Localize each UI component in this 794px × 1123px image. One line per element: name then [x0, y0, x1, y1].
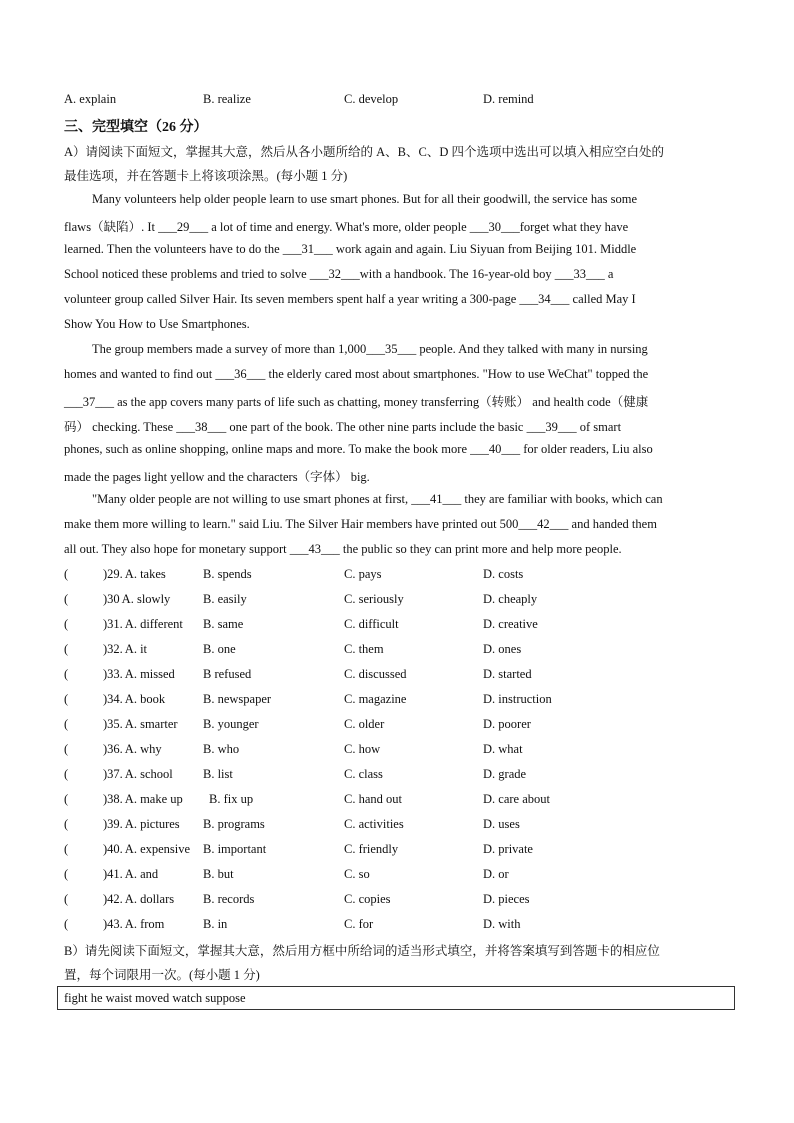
- answer-paren[interactable]: (: [64, 817, 69, 831]
- option-a: A. different: [124, 617, 183, 631]
- option-a: A. smarter: [124, 717, 178, 731]
- option-c: C. copies: [344, 892, 391, 906]
- option-a: A. expensive: [124, 842, 191, 856]
- passage-line: "Many older people are not willing to use smart phones at first, ___41___ they are familiar with books, which can: [92, 492, 663, 506]
- option-a: A. school: [124, 767, 173, 781]
- question-number: )35.: [103, 717, 123, 731]
- option-b: B. but: [203, 867, 234, 881]
- answer-paren[interactable]: (: [64, 842, 69, 856]
- question-number: )39.: [103, 817, 123, 831]
- part-a-instruction-line1: A）请阅读下面短文，掌握其大意，然后从各小题所给的 A、B、C、D 四个选项中选出可以填入相应空白处的: [64, 145, 665, 159]
- option-b: B. newspaper: [203, 692, 272, 706]
- question-row: [0, 742, 794, 758]
- passage-line: The group members made a survey of more than 1,000___35___ people. And they talked with many in nursing: [92, 342, 648, 356]
- prev-options-row: [0, 92, 794, 108]
- option-c: C. them: [344, 642, 384, 656]
- option-b: B. one: [203, 642, 236, 656]
- question-number: )36.: [103, 742, 123, 756]
- answer-paren[interactable]: (: [64, 717, 69, 731]
- option-a: A. why: [124, 742, 162, 756]
- option-d: D. uses: [483, 817, 520, 831]
- answer-paren[interactable]: (: [64, 592, 69, 606]
- option-c: C. how: [344, 742, 381, 756]
- passage-line: all out. They also hope for monetary support ___43___ the public so they can print more and help more people.: [64, 542, 622, 556]
- prev-option-a: A. explain: [64, 92, 117, 106]
- question-row: [0, 667, 794, 683]
- option-a: A. dollars: [124, 892, 175, 906]
- question-row: [0, 717, 794, 733]
- option-d: D. cheaply: [483, 592, 538, 606]
- option-c: C. hand out: [344, 792, 402, 806]
- passage-line: homes and wanted to find out ___36___ the elderly cared most about smartphones. "How to use WeChat" topped the: [64, 367, 649, 381]
- question-row: [0, 592, 794, 608]
- passage-line: 码） checking. These ___38___ one part of the book. The other nine parts include the basic ___39___ of smart: [64, 420, 622, 434]
- option-b: B. records: [203, 892, 255, 906]
- question-number: )29.: [103, 567, 123, 581]
- option-b: B refused: [203, 667, 252, 681]
- word-box-words: fight he waist moved watch suppose: [64, 991, 246, 1005]
- option-b: B. important: [203, 842, 267, 856]
- answer-paren[interactable]: (: [64, 692, 69, 706]
- option-d: D. ones: [483, 642, 522, 656]
- answer-paren[interactable]: (: [64, 867, 69, 881]
- option-d: D. instruction: [483, 692, 552, 706]
- option-a: A. make up: [124, 792, 183, 806]
- answer-paren[interactable]: (: [64, 667, 69, 681]
- option-b: B. spends: [203, 567, 252, 581]
- question-number: )40.: [103, 842, 123, 856]
- passage-line: flaws（缺陷）. It ___29___ a lot of time and energy. What's more, older people ___30___forget what they have: [64, 220, 629, 234]
- option-a: A. takes: [124, 567, 166, 581]
- passage-line: School noticed these problems and tried to solve ___32___with a handbook. The 16-year-old boy ___33___ a: [64, 267, 614, 281]
- option-c: C. for: [344, 917, 374, 931]
- option-d: D. creative: [483, 617, 538, 631]
- option-b: B. same: [203, 617, 244, 631]
- part-a-instruction-line2: 最佳选项，并在答题卡上将该项涂黑。(每小题 1 分): [64, 169, 348, 183]
- passage-line: Many volunteers help older people learn to use smart phones. But for all their goodwill, the service has some: [92, 192, 638, 206]
- option-a: A. and: [124, 867, 159, 881]
- passage-line: volunteer group called Silver Hair. Its seven members spent half a year writing a 300-page ___34___ called May I: [64, 292, 636, 306]
- option-c: C. magazine: [344, 692, 407, 706]
- option-a: A. slowly: [121, 592, 171, 606]
- part-b-instruction-line2: 置，每个词限用一次。(每小题 1 分): [64, 968, 260, 982]
- question-row: [0, 817, 794, 833]
- question-number: )41.: [103, 867, 123, 881]
- option-b: B. list: [203, 767, 233, 781]
- question-row: [0, 917, 794, 933]
- question-row: [0, 867, 794, 883]
- word-box: [57, 986, 735, 1010]
- option-d: D. pieces: [483, 892, 530, 906]
- question-row: [0, 892, 794, 908]
- option-d: D. care about: [483, 792, 550, 806]
- option-c: C. older: [344, 717, 385, 731]
- option-b: B. younger: [203, 717, 259, 731]
- passage-line: learned. Then the volunteers have to do the ___31___ work again and again. Liu Siyuan from Beijing 101. Middle: [64, 242, 637, 256]
- question-number: )33.: [103, 667, 123, 681]
- option-a: A. book: [124, 692, 166, 706]
- option-d: D. started: [483, 667, 532, 681]
- option-b: B. in: [203, 917, 228, 931]
- option-c: C. difficult: [344, 617, 399, 631]
- question-row: [0, 692, 794, 708]
- answer-paren[interactable]: (: [64, 792, 69, 806]
- option-c: C. class: [344, 767, 383, 781]
- question-row: [0, 567, 794, 583]
- answer-paren[interactable]: (: [64, 617, 69, 631]
- answer-paren[interactable]: (: [64, 892, 69, 906]
- option-b: B. programs: [203, 817, 265, 831]
- question-row: [0, 842, 794, 858]
- option-b: B. who: [203, 742, 240, 756]
- question-number: )31.: [103, 617, 123, 631]
- question-number: )43.: [103, 917, 123, 931]
- option-a: A. from: [124, 917, 165, 931]
- answer-paren[interactable]: (: [64, 742, 69, 756]
- prev-option-d: D. remind: [483, 92, 534, 106]
- option-d: D. costs: [483, 567, 524, 581]
- option-d: D. with: [483, 917, 521, 931]
- option-b: B. easily: [203, 592, 247, 606]
- option-c: C. friendly: [344, 842, 399, 856]
- question-row: [0, 792, 794, 808]
- option-c: C. activities: [344, 817, 404, 831]
- passage-line: ___37___ as the app covers many parts of life such as chatting, money transferring（转账） and health code（健康: [64, 395, 649, 409]
- option-d: D. grade: [483, 767, 527, 781]
- section-heading: 三、完型填空（26 分）: [64, 120, 208, 135]
- option-d: D. or: [483, 867, 509, 881]
- answer-paren[interactable]: (: [64, 917, 69, 931]
- option-c: C. pays: [344, 567, 382, 581]
- option-d: D. poorer: [483, 717, 531, 731]
- option-a: A. pictures: [124, 817, 180, 831]
- option-d: D. private: [483, 842, 533, 856]
- prev-option-b: B. realize: [203, 92, 251, 106]
- question-row: [0, 617, 794, 633]
- answer-paren[interactable]: (: [64, 642, 69, 656]
- option-a: A. missed: [124, 667, 175, 681]
- option-a: A. it: [124, 642, 148, 656]
- question-number: )42.: [103, 892, 123, 906]
- option-c: C. discussed: [344, 667, 407, 681]
- question-number: )38.: [103, 792, 123, 806]
- passage-line: make them more willing to learn." said Liu. The Silver Hair members have printed out 500___42___ and handed them: [64, 517, 657, 531]
- option-b: B. fix up: [209, 792, 254, 806]
- answer-paren[interactable]: (: [64, 767, 69, 781]
- part-b-instruction-line1: B）请先阅读下面短文，掌握其大意，然后用方框中所给词的适当形式填空，并将答案填写到答题卡的相应位: [64, 944, 660, 958]
- passage-line: Show You How to Use Smartphones.: [64, 317, 250, 331]
- option-c: C. so: [344, 867, 370, 881]
- question-number: )34.: [103, 692, 123, 706]
- prev-option-c: C. develop: [344, 92, 399, 106]
- question-row: [0, 642, 794, 658]
- passage-line: made the pages light yellow and the characters（字体） big.: [64, 470, 370, 484]
- question-number: )37.: [103, 767, 123, 781]
- question-row: [0, 767, 794, 783]
- option-d: D. what: [483, 742, 523, 756]
- answer-paren[interactable]: (: [64, 567, 69, 581]
- passage-line: phones, such as online shopping, online maps and more. To make the book more ___40___ for older readers, Liu also: [64, 442, 653, 456]
- question-number: )30: [103, 592, 120, 606]
- question-number: )32.: [103, 642, 123, 656]
- option-c: C. seriously: [344, 592, 404, 606]
